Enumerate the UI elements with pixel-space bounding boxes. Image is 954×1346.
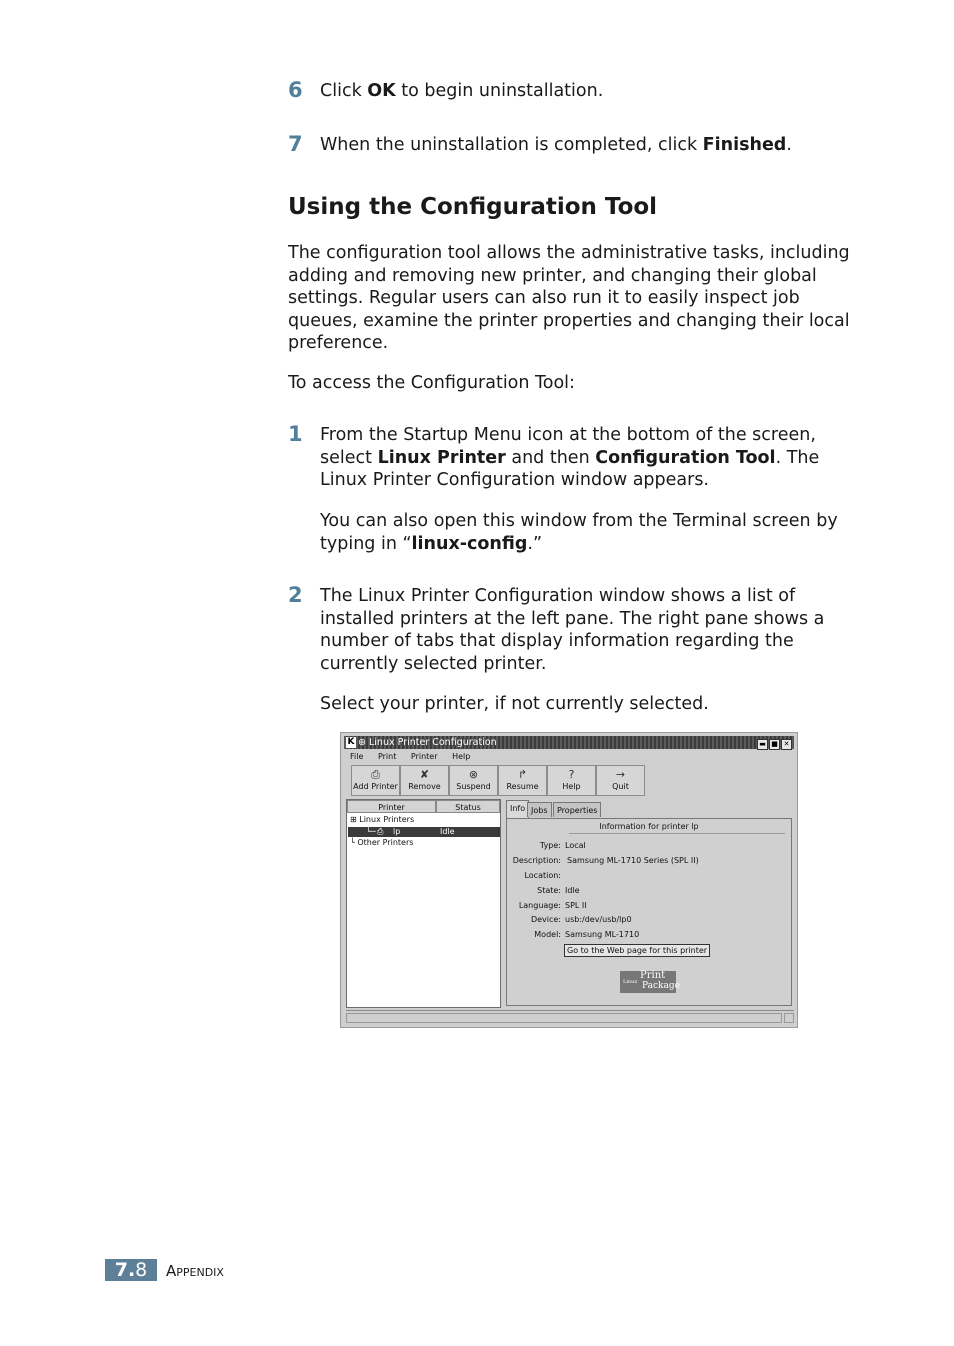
printer-small-icon: ⎙ xyxy=(377,827,384,836)
field-value-state: Idle xyxy=(565,886,580,895)
printer-row-lp[interactable] xyxy=(348,827,500,837)
field-label-description: Description: xyxy=(512,856,561,865)
tree-expand-icon: ⊞ xyxy=(350,815,357,824)
menubar xyxy=(344,750,794,763)
info-panel xyxy=(506,818,792,1006)
quit-icon: → xyxy=(615,768,626,781)
maximize-icon[interactable]: ■ xyxy=(769,739,780,750)
tab-properties[interactable]: Properties xyxy=(553,802,601,817)
tree-branch-icon: └─ xyxy=(366,827,376,836)
field-value-description: Samsung ML-1710 Series (SPL II) xyxy=(567,856,699,865)
step-1-note: You can also open this window from the Terminal screen by typing in “linux-config.” xyxy=(320,511,838,554)
toolbar xyxy=(347,765,795,797)
column-header-status[interactable]: Status xyxy=(436,800,500,813)
column-header-printer[interactable]: Printer xyxy=(347,800,436,813)
info-title: Information for printer lp xyxy=(599,822,699,831)
add-printer-button[interactable]: ⎙ Add Printer xyxy=(351,765,400,796)
tab-info[interactable]: Info xyxy=(506,800,529,818)
menu-printer[interactable]: Printer xyxy=(410,752,438,761)
footer-section-label: Appendix xyxy=(166,1262,224,1280)
menu-print[interactable]: Print xyxy=(377,752,397,761)
step-1-text: From the Startup Menu icon at the bottom of the screen, select Linux Printer and then Configuration Tool. The Linux Printer Configuration window appears. xyxy=(320,425,820,490)
quit-button[interactable]: → Quit xyxy=(596,765,645,796)
step-6-text: Click OK to begin uninstallation. xyxy=(320,81,604,101)
menu-file[interactable]: File xyxy=(350,752,364,761)
field-label-location: Location: xyxy=(524,871,561,880)
printer-icon: ⎙ xyxy=(371,768,380,781)
web-page-button[interactable]: Go to the Web page for this printer xyxy=(564,944,710,957)
resume-icon: ↱ xyxy=(517,768,528,781)
close-icon[interactable]: ✕ xyxy=(781,739,792,750)
field-value-model: Samsung ML-1710 xyxy=(565,930,640,939)
printer-status: Idle xyxy=(440,827,455,836)
remove-button[interactable]: ✘ Remove xyxy=(400,765,449,796)
kde-icon: K xyxy=(347,737,355,747)
printer-list-pane xyxy=(346,799,501,1008)
window-title: Linux Printer Configuration xyxy=(369,737,497,748)
field-value-language: SPL II xyxy=(565,901,587,910)
field-label-language: Language: xyxy=(518,901,561,910)
field-label-type: Type: xyxy=(539,841,561,850)
step-7-text: When the uninstallation is completed, click Finished. xyxy=(320,135,792,155)
step-number-7: 7 xyxy=(288,132,303,156)
print-package-logo: Linux Print Package xyxy=(620,971,676,993)
step-2-text: The Linux Printer Configuration window shows a list of installed printers at the left pane. The right pane shows a number of tabs that display information regarding the currently selected printer. xyxy=(320,586,825,674)
tree-branch-icon: └ xyxy=(350,838,355,847)
field-label-device: Device: xyxy=(530,915,561,924)
field-label-model: Model: xyxy=(534,930,561,939)
access-text: To access the Configuration Tool: xyxy=(288,373,575,393)
tree-group-linux-printers[interactable]: ⊞ Linux Printers xyxy=(350,815,415,824)
minimize-icon[interactable]: ▬ xyxy=(757,739,768,750)
tab-jobs[interactable]: Jobs xyxy=(527,802,552,817)
status-bar xyxy=(346,1010,794,1025)
field-value-type: Local xyxy=(565,841,586,850)
intro-paragraph: The configuration tool allows the administrative tasks, including adding and removing new printer, and changing their global settings. Regular users can also run it to easily inspect job queues, examine the printer properties and changing their local preference. xyxy=(288,243,850,353)
pin-icon: ⊕ xyxy=(358,737,366,748)
section-heading: Using the Configuration Tool xyxy=(288,194,658,220)
help-button[interactable]: ? Help xyxy=(547,765,596,796)
printer-name: lp xyxy=(393,827,401,836)
suspend-button[interactable]: ⊗ Suspend xyxy=(449,765,498,796)
step-number-2: 2 xyxy=(288,583,303,607)
printer-info-pane xyxy=(504,799,794,1008)
stop-icon: ⊗ xyxy=(468,768,479,781)
step-number-6: 6 xyxy=(288,78,303,102)
resize-grip-icon[interactable] xyxy=(784,1013,794,1023)
step-number-1: 1 xyxy=(288,422,303,446)
linux-printer-config-window xyxy=(340,732,798,1028)
divider xyxy=(569,833,785,834)
field-value-device: usb:/dev/usb/lp0 xyxy=(565,915,632,924)
field-label-state: State: xyxy=(537,886,561,895)
page-number-badge: 7.8 xyxy=(105,1259,157,1281)
resume-button[interactable]: ↱ Resume xyxy=(498,765,547,796)
menu-help[interactable]: Help xyxy=(452,752,471,761)
status-field xyxy=(346,1013,782,1023)
window-titlebar[interactable] xyxy=(344,736,794,749)
step-2-note: Select your printer, if not currently selected. xyxy=(320,694,709,714)
trash-icon: ✘ xyxy=(419,768,430,781)
tree-group-other-printers[interactable]: └ Other Printers xyxy=(350,838,414,847)
help-icon: ? xyxy=(568,768,575,781)
